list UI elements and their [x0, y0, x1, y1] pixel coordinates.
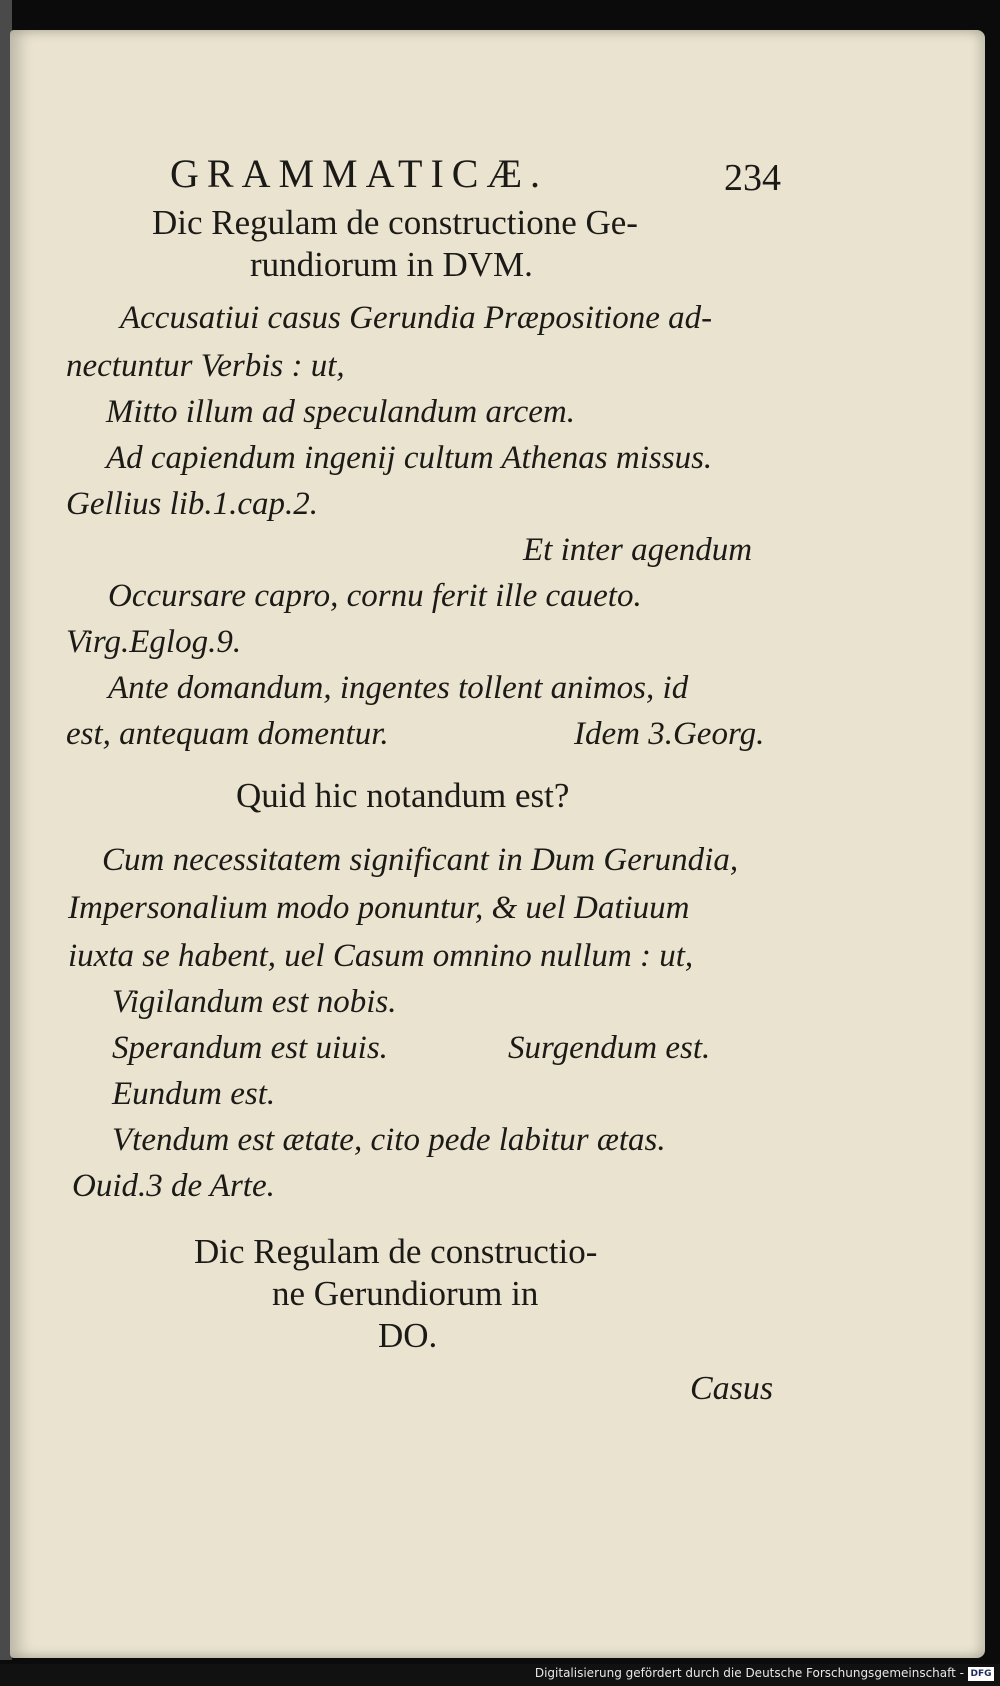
- rule-line: Accusatiui casus Gerundia Præpositione ad-: [120, 300, 713, 336]
- example-line: Vigilandum est nobis.: [112, 984, 397, 1020]
- rule-line: iuxta se habent, uel Casum omnino nullum : ut,: [68, 938, 694, 974]
- example-line: Eundum est.: [112, 1076, 276, 1112]
- example-line: Ad capiendum ingenij cultum Athenas missus.: [106, 440, 713, 476]
- citation: Gellius lib.1.cap.2.: [66, 486, 319, 522]
- footer-credit: Digitalisierung gefördert durch die Deutsche Forschungsgemeinschaft -: [534, 1666, 964, 1680]
- page-number: 234: [724, 157, 781, 199]
- section-heading-line: Quid hic notandum est?: [236, 776, 570, 815]
- example-line: Vtendum est ætate, cito pede labitur ætas.: [112, 1122, 666, 1158]
- section-heading-line: ne Gerundiorum in: [272, 1274, 539, 1313]
- catchword: Casus: [690, 1370, 774, 1407]
- example-line: Surgendum est.: [508, 1030, 711, 1066]
- example-line: est, antequam domentur.: [66, 716, 389, 752]
- example-line: Mitto illum ad speculandum arcem.: [106, 394, 575, 430]
- rule-line: Impersonalium modo ponuntur, & uel Datiuum: [68, 890, 690, 926]
- section-heading-line: rundiorum in DVM.: [250, 245, 533, 284]
- rule-line: Cum necessitatem significant in Dum Gerundia,: [102, 842, 739, 878]
- section-heading-line: Dic Regulam de constructione Ge-: [152, 203, 638, 242]
- example-line: Ante domandum, ingentes tollent animos, id: [108, 670, 689, 706]
- section-heading-line: DO.: [378, 1316, 438, 1355]
- example-line: Et inter agendum: [523, 532, 753, 568]
- example-line: Occursare capro, cornu ferit ille caueto.: [108, 578, 642, 614]
- section-heading-line: Dic Regulam de constructio-: [194, 1232, 598, 1271]
- dfg-logo: DFG: [968, 1667, 994, 1681]
- citation: Ouid.3 de Arte.: [72, 1168, 275, 1204]
- rule-line: nectuntur Verbis : ut,: [66, 348, 345, 384]
- running-title: GRAMMATICÆ.: [170, 151, 549, 196]
- citation: Idem 3.Georg.: [574, 716, 765, 752]
- citation: Virg.Eglog.9.: [66, 624, 242, 660]
- example-line: Sperandum est uiuis.: [112, 1030, 388, 1066]
